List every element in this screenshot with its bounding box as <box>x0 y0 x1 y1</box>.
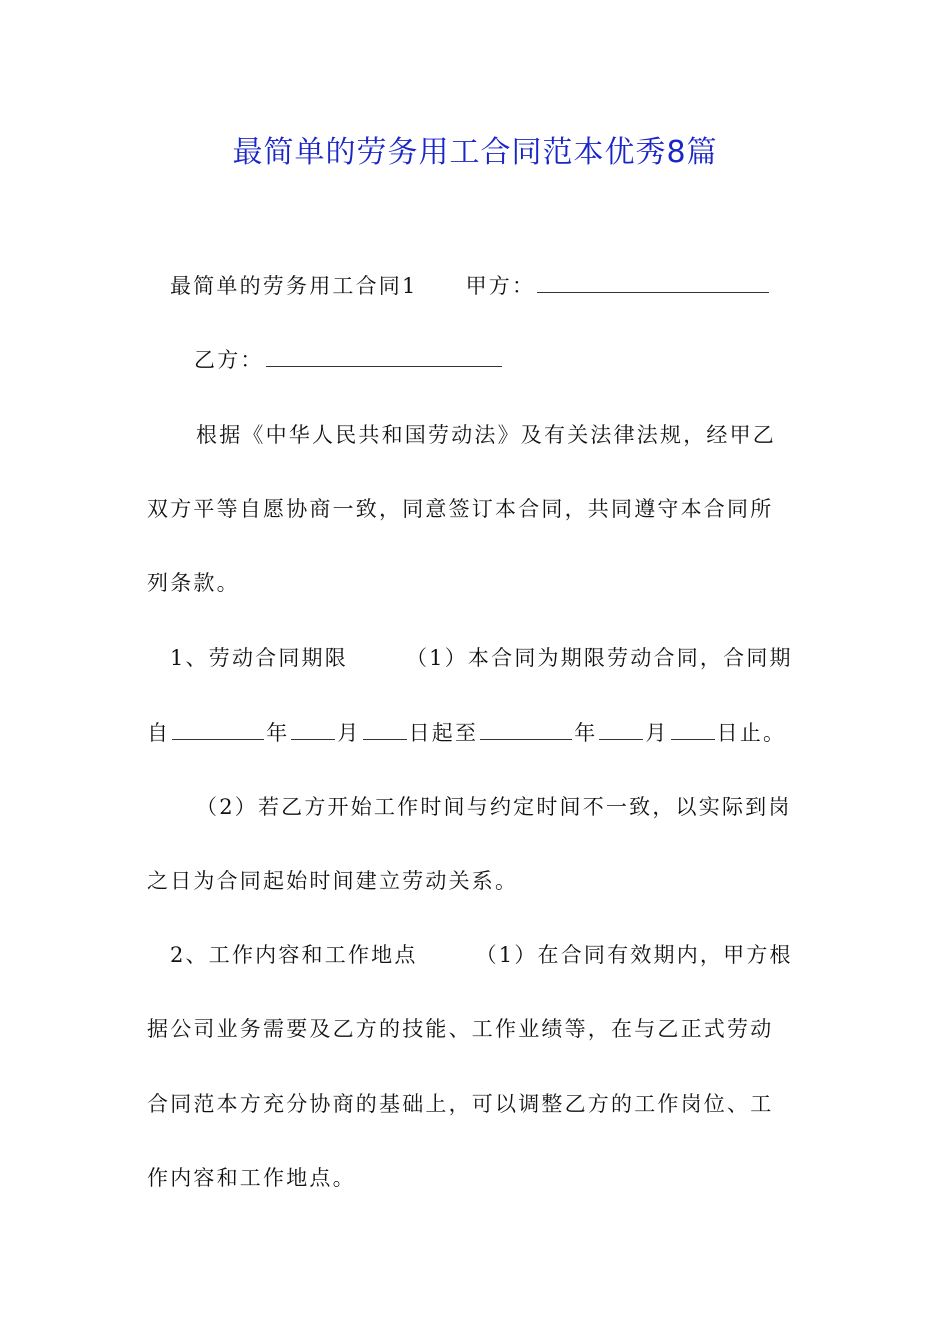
contract-heading-line <box>170 270 771 301</box>
section-2-heading: 2、工作内容和工作地点 <box>170 943 418 967</box>
end-month-blank[interactable] <box>599 717 643 740</box>
party-b-blank[interactable] <box>266 344 502 367</box>
paragraph-line: 根据《中华人民共和国劳动法》及有关法律法规，经甲乙 <box>196 423 776 447</box>
paragraph-line: 双方平等自愿协商一致，同意签订本合同，共同遵守本合同所 <box>147 497 774 521</box>
date-from-label: 自 <box>147 721 171 745</box>
date-range-line <box>147 717 786 748</box>
party-b-label: 乙方： <box>194 348 264 372</box>
contract-heading: 最简单的劳务用工合同1 <box>170 274 418 298</box>
paragraph-line: （2）若乙方开始工作时间与约定时间不一致，以实际到岗 <box>196 795 792 819</box>
day-from-label: 日起至 <box>408 721 479 745</box>
end-day-blank[interactable] <box>671 717 715 740</box>
day-to-label: 日止。 <box>716 721 787 745</box>
paragraph-line: 之日为合同起始时间建立劳动关系。 <box>147 869 519 893</box>
party-b-line <box>194 344 504 375</box>
start-month-blank[interactable] <box>291 717 335 740</box>
year-label: 年 <box>266 721 290 745</box>
section-2-text: （1）在合同有效期内，甲方根 <box>475 943 793 967</box>
start-day-blank[interactable] <box>363 717 407 740</box>
section-2-line <box>170 940 793 970</box>
end-year-blank[interactable] <box>480 717 572 740</box>
section-1-heading: 1、劳动合同期限 <box>170 646 348 670</box>
paragraph-line: 列条款。 <box>147 571 240 595</box>
party-a-blank[interactable] <box>537 270 769 293</box>
month-label: 月 <box>337 721 361 745</box>
paragraph-line: 合同范本方充分协商的基础上，可以调整乙方的工作岗位、工 <box>147 1092 774 1116</box>
start-year-blank[interactable] <box>172 717 264 740</box>
month-label: 月 <box>645 721 669 745</box>
year-label: 年 <box>574 721 598 745</box>
paragraph-line: 据公司业务需要及乙方的技能、工作业绩等，在与乙正式劳动 <box>147 1017 774 1041</box>
section-1-line <box>170 643 793 673</box>
paragraph-line: 作内容和工作地点。 <box>147 1166 356 1190</box>
party-a-label: 甲方： <box>465 274 536 298</box>
section-1-text: （1）本合同为期限劳动合同，合同期 <box>405 646 793 670</box>
document-title: 最简单的劳务用工合同范本优秀8篇 <box>232 135 718 170</box>
